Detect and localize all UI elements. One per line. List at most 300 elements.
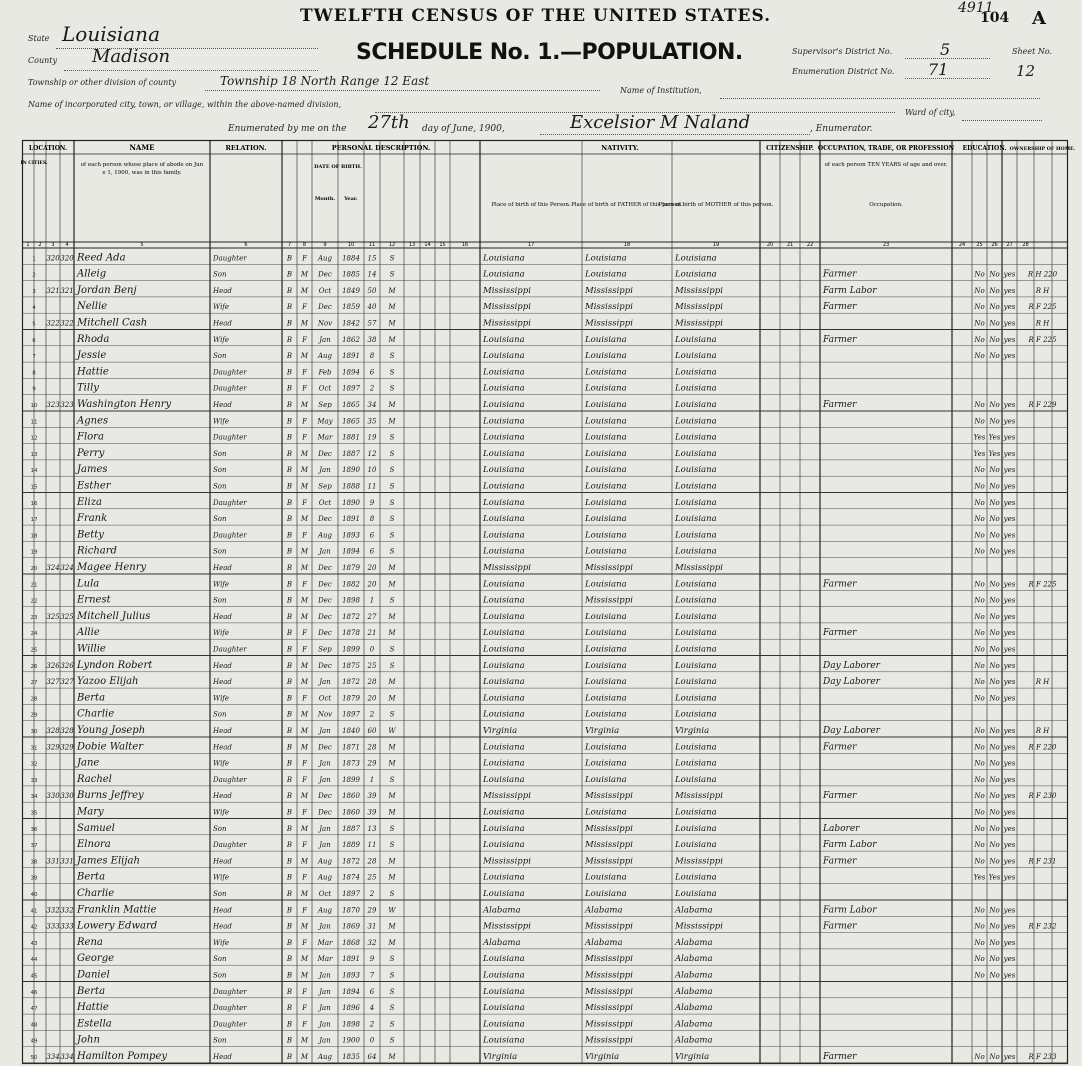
cell-month: Sep bbox=[318, 401, 332, 409]
cell-age: 28 bbox=[367, 678, 377, 687]
cell-marital: M bbox=[388, 694, 396, 703]
cell-sex: F bbox=[302, 694, 307, 703]
row-number: 14 bbox=[30, 468, 38, 475]
cell-color: B bbox=[286, 873, 293, 882]
cell-year: 1872 bbox=[342, 678, 360, 687]
row-number: 44 bbox=[30, 957, 38, 964]
cell-year: 1869 bbox=[342, 922, 360, 931]
cell-month: Sep bbox=[318, 645, 332, 654]
cell-age: 10 bbox=[367, 466, 377, 475]
ward-label: Ward of city, bbox=[905, 108, 956, 117]
cell-father: Louisiana bbox=[585, 351, 627, 362]
occupation-header: OCCUPATION, TRADE, OR PROFESSION bbox=[817, 145, 955, 152]
cell-own: R H bbox=[1035, 678, 1050, 687]
cell-year: 1874 bbox=[342, 873, 360, 882]
cell-rel: Head bbox=[213, 792, 232, 801]
state-label: State bbox=[28, 34, 50, 43]
column-number: 15 bbox=[439, 242, 446, 248]
cell-name: Rachel bbox=[77, 773, 112, 785]
enumerated-day: 27th bbox=[368, 112, 410, 133]
cell-birth: Louisiana bbox=[483, 1035, 525, 1046]
pob-father-header: Place of birth of FATHER of this person. bbox=[571, 202, 683, 208]
cell-name: Rhoda bbox=[77, 333, 110, 345]
cell-year: 1891 bbox=[342, 955, 360, 964]
cell-name: Reed Ada bbox=[77, 252, 126, 264]
cell-write: No bbox=[989, 971, 1000, 980]
cell-read: No bbox=[974, 678, 985, 687]
cell-color: B bbox=[286, 890, 293, 898]
cell-sex: M bbox=[300, 955, 309, 964]
cell-read: No bbox=[974, 727, 985, 735]
cell-rel: Daughter bbox=[213, 433, 247, 442]
cell-rel: Wife bbox=[213, 808, 230, 817]
cell-marital: S bbox=[389, 824, 395, 833]
cell-father: Louisiana bbox=[585, 367, 627, 378]
cell-father: Alabama bbox=[585, 905, 623, 916]
cell-read: Yes bbox=[973, 873, 986, 882]
cell-father: Louisiana bbox=[585, 660, 627, 671]
cell-sex: M bbox=[300, 515, 309, 524]
cell-birth: Mississippi bbox=[483, 856, 531, 867]
cell-mother: Louisiana bbox=[675, 774, 717, 785]
row-number: 19 bbox=[30, 549, 38, 556]
cell-mother: Alabama bbox=[675, 970, 713, 981]
cell-father: Mississippi bbox=[585, 1035, 633, 1046]
nativity-header: NATIVITY. bbox=[601, 144, 639, 152]
cell-write: No bbox=[989, 270, 1000, 279]
cell-mother: Mississippi bbox=[675, 921, 723, 932]
cell-year: 1896 bbox=[342, 1004, 360, 1013]
cell-father: Mississippi bbox=[585, 1019, 633, 1030]
cell-rel: Daughter bbox=[213, 775, 247, 784]
row-number: 7 bbox=[32, 354, 36, 361]
county-value: Madison bbox=[92, 46, 171, 67]
cell-marital: S bbox=[389, 596, 395, 605]
cell-write: No bbox=[989, 352, 1000, 361]
cell-speak: yes bbox=[1003, 922, 1016, 931]
cell-age: 9 bbox=[369, 498, 375, 507]
cell-year: 1890 bbox=[342, 466, 360, 475]
cell-marital: M bbox=[388, 629, 396, 638]
cell-marital: S bbox=[389, 449, 395, 458]
cell-father: Louisiana bbox=[585, 872, 627, 883]
cell-month: Dec bbox=[318, 743, 332, 752]
cell-year: 1875 bbox=[342, 661, 360, 670]
row-number: 50 bbox=[30, 1055, 38, 1061]
cell-age: 0 bbox=[369, 645, 375, 654]
cell-marital: S bbox=[389, 890, 395, 898]
cell-year: 1868 bbox=[342, 938, 360, 947]
cell-birth: Louisiana bbox=[483, 579, 525, 590]
cell-mother: Louisiana bbox=[675, 367, 717, 378]
city-label: Name of incorporated city, town, or village, within the above-named division, bbox=[28, 100, 342, 109]
cell-rel: Head bbox=[213, 922, 232, 931]
cell-rel: Daughter bbox=[213, 645, 247, 654]
cell-sex: M bbox=[300, 857, 309, 866]
cell-write: No bbox=[989, 661, 1000, 670]
cell-speak: yes bbox=[1003, 955, 1016, 964]
cell-own: R F 232 bbox=[1028, 922, 1057, 931]
page-number: 104 bbox=[980, 10, 1010, 26]
cell-speak: yes bbox=[1003, 808, 1016, 817]
location-header: LOCATION. bbox=[28, 145, 68, 152]
column-number: 23 bbox=[882, 242, 890, 248]
cell-speak: yes bbox=[1003, 335, 1016, 344]
cell-age: 40 bbox=[367, 303, 377, 312]
cell-dwell: 334 bbox=[46, 1053, 60, 1061]
cell-color: B bbox=[286, 727, 293, 735]
cell-read: No bbox=[974, 596, 985, 605]
cell-speak: yes bbox=[1003, 417, 1016, 426]
cell-sex: M bbox=[300, 971, 309, 980]
cell-name: Lyndon Robert bbox=[77, 659, 153, 671]
cell-read: No bbox=[974, 482, 985, 491]
row-number: 16 bbox=[30, 500, 38, 507]
cell-father: Mississippi bbox=[585, 921, 633, 932]
cell-birth: Louisiana bbox=[483, 758, 525, 769]
cell-year: 1840 bbox=[342, 727, 360, 735]
cell-father: Louisiana bbox=[585, 889, 627, 899]
cell-rel: Son bbox=[213, 710, 227, 719]
column-number: 4 bbox=[65, 242, 69, 248]
cell-sex: F bbox=[302, 1004, 307, 1013]
cell-rel: Son bbox=[213, 515, 227, 524]
cell-read: No bbox=[974, 743, 985, 752]
cell-birth: Mississippi bbox=[483, 302, 531, 313]
cell-name: Esther bbox=[77, 480, 111, 492]
cell-sex: M bbox=[300, 466, 309, 475]
cell-marital: M bbox=[388, 678, 396, 687]
cell-dwell: 323 bbox=[46, 401, 60, 409]
cell-month: Dec bbox=[318, 808, 332, 817]
cell-rel: Wife bbox=[213, 938, 230, 947]
cell-father: Louisiana bbox=[585, 742, 627, 753]
cell-name: Rena bbox=[77, 936, 103, 948]
cell-sex: M bbox=[300, 482, 309, 491]
table-border bbox=[23, 141, 1068, 1064]
enumeration-line bbox=[905, 78, 990, 79]
cell-mother: Louisiana bbox=[675, 416, 717, 427]
cell-marital: S bbox=[389, 531, 395, 540]
cell-sex: F bbox=[302, 873, 307, 882]
cell-rel: Daughter bbox=[213, 531, 247, 540]
cell-mother: Alabama bbox=[675, 1019, 713, 1030]
citizenship-header: CITIZENSHIP. bbox=[766, 145, 814, 152]
month-header: Month. bbox=[314, 196, 336, 202]
cell-color: B bbox=[286, 792, 293, 801]
cell-name: Jane bbox=[77, 757, 100, 769]
cell-father: Mississippi bbox=[585, 1003, 633, 1014]
cell-color: B bbox=[286, 955, 293, 964]
cell-read: No bbox=[974, 319, 985, 328]
cell-mother: Louisiana bbox=[675, 823, 717, 834]
cell-birth: Louisiana bbox=[483, 367, 525, 378]
cell-month: Mar bbox=[317, 955, 333, 964]
cell-marital: S bbox=[389, 466, 395, 475]
cell-age: 8 bbox=[369, 515, 375, 524]
cell-month: Jan bbox=[319, 824, 331, 833]
cell-year: 1873 bbox=[342, 759, 360, 768]
cell-age: 25 bbox=[367, 873, 377, 882]
cell-fam: 333 bbox=[60, 922, 74, 931]
cell-rel: Head bbox=[213, 857, 232, 866]
cell-speak: yes bbox=[1003, 857, 1016, 866]
row-number: 8 bbox=[32, 370, 36, 377]
cell-father: Louisiana bbox=[585, 530, 627, 541]
cell-father: Mississippi bbox=[585, 563, 633, 573]
cell-year: 1888 bbox=[342, 482, 360, 491]
cell-rel: Wife bbox=[213, 629, 230, 638]
cell-year: 1881 bbox=[342, 433, 360, 442]
cell-name: Charlie bbox=[77, 708, 115, 720]
row-number: 1 bbox=[32, 256, 36, 263]
cell-name: Dobie Walter bbox=[77, 741, 144, 753]
cell-mother: Louisiana bbox=[675, 889, 717, 899]
cell-own: R F 220 bbox=[1028, 743, 1057, 752]
cell-father: Virginia bbox=[585, 726, 620, 736]
cell-month: Oct bbox=[318, 694, 332, 703]
cell-mother: Louisiana bbox=[675, 677, 717, 688]
cell-sex: F bbox=[302, 906, 307, 915]
cell-occ: Day Laborer bbox=[823, 677, 880, 688]
cell-rel: Son bbox=[213, 971, 227, 980]
cell-birth: Louisiana bbox=[483, 660, 525, 671]
in-cities-header: IN CITIES. bbox=[20, 161, 48, 166]
cell-write: No bbox=[989, 286, 1000, 295]
cell-read: No bbox=[974, 303, 985, 312]
cell-speak: yes bbox=[1003, 319, 1016, 328]
name-desc-2: e 1, 1900, was in this family. bbox=[102, 170, 182, 176]
census-title: TWELFTH CENSUS OF THE UNITED STATES. bbox=[300, 6, 772, 26]
cell-sex: F bbox=[302, 759, 307, 768]
cell-marital: S bbox=[389, 1004, 395, 1013]
cell-sex: M bbox=[300, 596, 309, 605]
cell-year: 1897 bbox=[342, 710, 360, 719]
cell-speak: yes bbox=[1003, 580, 1016, 589]
cell-age: 19 bbox=[367, 433, 377, 442]
row-number: 42 bbox=[30, 924, 38, 931]
cell-marital: S bbox=[389, 645, 395, 654]
cell-occ: Farmer bbox=[823, 334, 857, 345]
cell-year: 1835 bbox=[342, 1053, 360, 1061]
column-number: 26 bbox=[991, 242, 998, 248]
cell-write: Yes bbox=[988, 449, 1001, 458]
cell-dwell: 322 bbox=[46, 319, 60, 328]
cell-name: Nellie bbox=[77, 301, 108, 313]
cell-mother: Mississippi bbox=[675, 856, 723, 867]
cell-father: Louisiana bbox=[585, 514, 627, 525]
cell-name: Magee Henry bbox=[77, 562, 147, 573]
cell-read: No bbox=[974, 547, 985, 556]
row-number: 47 bbox=[30, 1006, 38, 1013]
row-number: 40 bbox=[30, 892, 38, 898]
cell-marital: M bbox=[388, 759, 396, 768]
cell-birth: Mississippi bbox=[483, 285, 531, 296]
ward-line bbox=[962, 120, 1042, 121]
cell-read: No bbox=[974, 335, 985, 344]
cell-own: R H bbox=[1035, 727, 1050, 735]
cell-rel: Daughter bbox=[213, 498, 247, 507]
cell-age: 31 bbox=[367, 922, 377, 931]
column-number: 17 bbox=[527, 242, 535, 248]
cell-occ: Farmer bbox=[823, 269, 857, 280]
cell-speak: yes bbox=[1003, 449, 1016, 458]
cell-marital: M bbox=[388, 612, 396, 621]
cell-age: 28 bbox=[367, 857, 377, 866]
cell-mother: Louisiana bbox=[675, 628, 717, 639]
cell-age: 6 bbox=[369, 531, 375, 540]
cell-month: May bbox=[317, 417, 333, 426]
row-number: 46 bbox=[30, 989, 38, 996]
cell-rel: Son bbox=[213, 482, 227, 491]
cell-write: No bbox=[989, 792, 1000, 801]
cell-color: B bbox=[286, 678, 293, 687]
cell-year: 1899 bbox=[342, 645, 360, 654]
cell-mother: Mississippi bbox=[675, 285, 723, 296]
cell-year: 1872 bbox=[342, 857, 360, 866]
cell-own: R F 229 bbox=[1028, 401, 1057, 409]
cell-write: No bbox=[989, 547, 1000, 556]
cell-speak: yes bbox=[1003, 498, 1016, 507]
cell-write: No bbox=[989, 678, 1000, 687]
cell-sex: F bbox=[302, 254, 307, 263]
cell-marital: M bbox=[388, 922, 396, 931]
cell-birth: Louisiana bbox=[483, 1019, 525, 1030]
cell-birth: Louisiana bbox=[483, 448, 525, 459]
cell-birth: Alabama bbox=[483, 937, 521, 948]
cell-month: Aug bbox=[317, 531, 333, 540]
cell-speak: yes bbox=[1003, 775, 1016, 784]
cell-father: Mississippi bbox=[585, 302, 633, 313]
cell-read: No bbox=[974, 531, 985, 540]
cell-father: Louisiana bbox=[585, 481, 627, 492]
cell-month: Aug bbox=[317, 873, 333, 882]
cell-birth: Louisiana bbox=[483, 497, 525, 508]
cell-father: Louisiana bbox=[585, 628, 627, 639]
cell-speak: yes bbox=[1003, 661, 1016, 670]
cell-write: No bbox=[989, 775, 1000, 784]
cell-mother: Louisiana bbox=[675, 351, 717, 362]
cell-write: No bbox=[989, 808, 1000, 817]
cell-color: B bbox=[286, 775, 293, 784]
cell-speak: yes bbox=[1003, 401, 1016, 409]
cell-month: Jan bbox=[319, 547, 331, 556]
cell-sex: F bbox=[302, 645, 307, 654]
cell-speak: yes bbox=[1003, 433, 1016, 442]
cell-sex: F bbox=[302, 775, 307, 784]
cell-fam: 325 bbox=[60, 612, 74, 621]
cell-father: Louisiana bbox=[585, 416, 627, 427]
cell-color: B bbox=[286, 449, 293, 458]
cell-name: Lula bbox=[77, 578, 100, 590]
cell-age: 15 bbox=[367, 254, 377, 263]
cell-occ: Farm Labor bbox=[823, 285, 877, 296]
cell-color: B bbox=[286, 368, 293, 377]
supervisor-label: Supervisor's District No. bbox=[792, 47, 893, 56]
cell-name: Willie bbox=[77, 643, 106, 655]
cell-color: B bbox=[286, 531, 293, 540]
cell-rel: Daughter bbox=[213, 254, 247, 263]
sheet-label: Sheet No. bbox=[1012, 47, 1053, 56]
cell-read: No bbox=[974, 759, 985, 768]
cell-father: Mississippi bbox=[585, 285, 633, 296]
cell-write: No bbox=[989, 824, 1000, 833]
cell-own: R H 220 bbox=[1027, 270, 1058, 279]
cell-sex: F bbox=[302, 335, 307, 344]
cell-fam: 328 bbox=[60, 727, 74, 735]
cell-write: No bbox=[989, 335, 1000, 344]
cell-birth: Louisiana bbox=[483, 546, 525, 557]
cell-speak: yes bbox=[1003, 270, 1016, 279]
cell-birth: Louisiana bbox=[483, 840, 525, 851]
cell-mother: Louisiana bbox=[675, 693, 717, 704]
cell-month: Jan bbox=[319, 466, 331, 475]
enumeration-label: Enumeration District No. bbox=[792, 67, 895, 76]
cell-color: B bbox=[286, 938, 293, 947]
cell-marital: M bbox=[388, 938, 396, 947]
cell-age: 2 bbox=[369, 384, 375, 393]
cell-rel: Son bbox=[213, 449, 227, 458]
cell-name: Mitchell Julius bbox=[77, 610, 151, 622]
cell-name: Flora bbox=[77, 431, 104, 443]
cell-speak: yes bbox=[1003, 792, 1016, 801]
cell-color: B bbox=[286, 710, 293, 719]
cell-marital: S bbox=[389, 482, 395, 491]
cell-read: No bbox=[974, 645, 985, 654]
cell-name: Perry bbox=[77, 447, 105, 459]
cell-write: No bbox=[989, 694, 1000, 703]
cell-age: 32 bbox=[367, 938, 377, 947]
cell-mother: Louisiana bbox=[675, 448, 717, 459]
row-number: 29 bbox=[30, 712, 38, 719]
column-number: 2 bbox=[38, 242, 42, 248]
cell-birth: Alabama bbox=[483, 905, 521, 916]
cell-marital: S bbox=[389, 368, 395, 377]
cell-dwell: 333 bbox=[46, 922, 60, 931]
cell-read: No bbox=[974, 1053, 985, 1061]
county-line bbox=[64, 70, 318, 71]
cell-speak: yes bbox=[1003, 743, 1016, 752]
cell-month: Sep bbox=[318, 482, 332, 491]
cell-year: 1891 bbox=[342, 515, 360, 524]
cell-occ: Farm Labor bbox=[823, 905, 877, 916]
cell-sex: M bbox=[300, 661, 309, 670]
row-number: 33 bbox=[30, 777, 38, 784]
cell-age: 6 bbox=[369, 547, 375, 556]
cell-rel: Son bbox=[213, 352, 227, 361]
cell-color: B bbox=[286, 1004, 293, 1013]
cell-sex: M bbox=[300, 710, 309, 719]
cell-fam: 332 bbox=[60, 906, 74, 915]
cell-age: 27 bbox=[367, 612, 377, 621]
cell-birth: Louisiana bbox=[483, 383, 525, 394]
cell-year: 1897 bbox=[342, 384, 360, 393]
cell-color: B bbox=[286, 1053, 293, 1061]
cell-rel: Wife bbox=[213, 335, 230, 344]
cell-name: Richard bbox=[77, 545, 117, 557]
cell-color: B bbox=[286, 417, 293, 426]
county-label: County bbox=[28, 56, 57, 65]
supervisor-line bbox=[905, 58, 990, 59]
cell-read: No bbox=[974, 401, 985, 409]
cell-month: Mar bbox=[317, 938, 333, 947]
cell-year: 1882 bbox=[342, 580, 360, 589]
cell-write: No bbox=[989, 417, 1000, 426]
cell-rel: Daughter bbox=[213, 841, 247, 850]
column-number: 9 bbox=[323, 242, 327, 248]
schedule-title: SCHEDULE No. 1.—POPULATION. bbox=[356, 40, 743, 65]
row-number: 13 bbox=[30, 451, 38, 458]
